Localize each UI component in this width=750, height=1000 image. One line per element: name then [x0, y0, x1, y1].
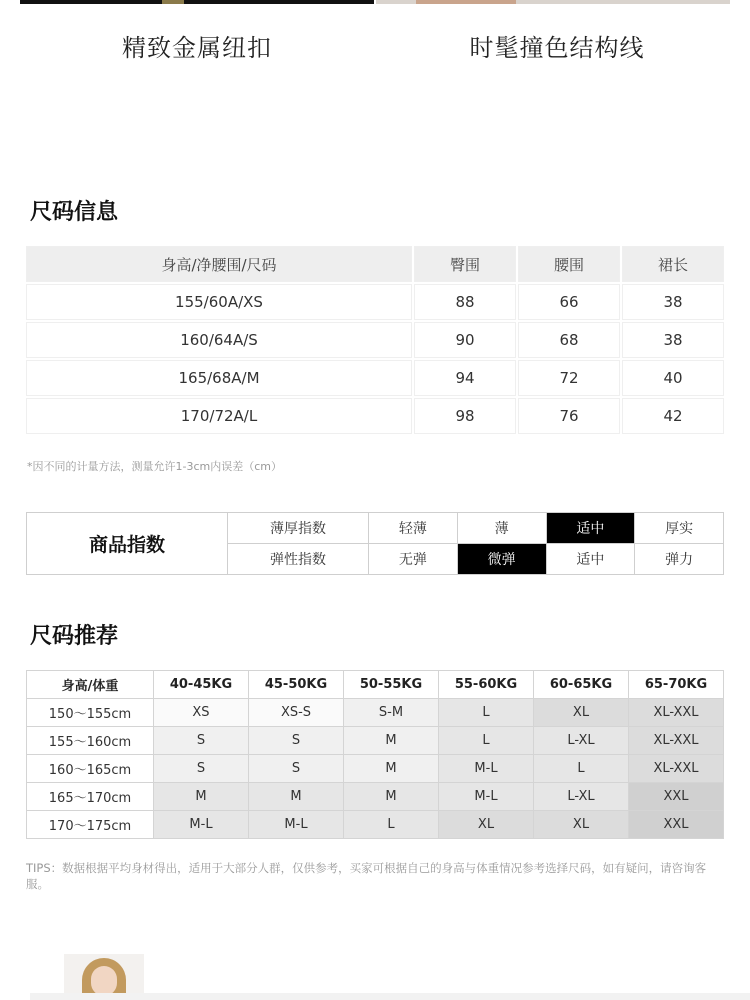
hip-cell: 88: [414, 284, 516, 320]
elasticity-option-selected: 微弹: [457, 544, 546, 575]
length-cell: 38: [622, 322, 724, 358]
thickness-option: 轻薄: [369, 513, 458, 544]
size-cell: M: [344, 783, 439, 811]
waist-cell: 76: [518, 398, 620, 434]
height-cell: 155～160cm: [27, 727, 154, 755]
table-row: [26, 360, 724, 396]
weight-header: 55-60KG: [439, 671, 534, 699]
elasticity-option: 无弹: [369, 544, 458, 575]
height-cell: 165～170cm: [27, 783, 154, 811]
weight-header: 60-65KG: [534, 671, 629, 699]
size-cell: M: [344, 727, 439, 755]
size-cell: L: [439, 699, 534, 727]
product-index-table: [26, 512, 724, 575]
size-info-header-row: [26, 246, 724, 282]
size-cell: M: [154, 783, 249, 811]
contrast-line-detail: [416, 0, 516, 4]
thickness-label: 薄厚指数: [228, 513, 369, 544]
product-photo-stitching: [376, 0, 730, 4]
size-recommend-table: [26, 670, 724, 839]
length-cell: 42: [622, 398, 724, 434]
waist-cell: 66: [518, 284, 620, 320]
size-cell: XXL: [629, 783, 724, 811]
size-cell: 170/72A/L: [26, 398, 412, 434]
size-info-header: 腰围: [518, 246, 620, 282]
model-face: [91, 966, 117, 996]
size-cell: XL: [534, 699, 629, 727]
table-row: [27, 727, 724, 755]
waist-cell: 72: [518, 360, 620, 396]
size-cell: XL-XXL: [629, 699, 724, 727]
thickness-option: 厚实: [635, 513, 724, 544]
thickness-row: [27, 513, 724, 544]
size-cell: 160/64A/S: [26, 322, 412, 358]
elasticity-option: 适中: [546, 544, 635, 575]
size-cell: XS-S: [249, 699, 344, 727]
size-cell: 155/60A/XS: [26, 284, 412, 320]
size-cell: M-L: [154, 811, 249, 839]
size-cell: XXL: [629, 811, 724, 839]
size-cell: L-XL: [534, 783, 629, 811]
size-cell: M-L: [249, 811, 344, 839]
weight-header: 45-50KG: [249, 671, 344, 699]
measurement-note: *因不同的计量方法，测量允许1-3cm内误差（cm）: [27, 460, 282, 473]
table-row: [26, 284, 724, 320]
size-cell: S: [154, 755, 249, 783]
table-row: [27, 699, 724, 727]
size-cell: 165/68A/M: [26, 360, 412, 396]
size-info-header: 臀围: [414, 246, 516, 282]
size-cell: XS: [154, 699, 249, 727]
size-cell: M: [249, 783, 344, 811]
size-cell: M-L: [439, 755, 534, 783]
size-info-title: 尺码信息: [30, 200, 119, 225]
table-row: [26, 398, 724, 434]
size-cell: M: [344, 755, 439, 783]
height-cell: 170～175cm: [27, 811, 154, 839]
feature-caption-buttons: 精致金属纽扣: [122, 34, 272, 62]
thickness-option-selected: 适中: [546, 513, 635, 544]
length-cell: 38: [622, 284, 724, 320]
table-row: [26, 322, 724, 358]
size-cell: XL-XXL: [629, 755, 724, 783]
size-recommend-title: 尺码推荐: [30, 624, 119, 649]
product-index-title: 商品指数: [27, 513, 228, 575]
elasticity-label: 弹性指数: [228, 544, 369, 575]
table-row: [27, 755, 724, 783]
length-cell: 40: [622, 360, 724, 396]
size-cell: XL: [439, 811, 534, 839]
thickness-option: 薄: [457, 513, 546, 544]
size-cell: S: [154, 727, 249, 755]
metal-button-detail: [162, 0, 184, 4]
product-photo-buttons: [20, 0, 374, 4]
size-cell: M-L: [439, 783, 534, 811]
size-info-header: 裙长: [622, 246, 724, 282]
size-tips: TIPS：数据根据平均身材得出，适用于大部分人群，仅供参考，买家可根据自己的身高与体重情况参考选择尺码，如有疑问，请咨询客服。: [26, 861, 707, 891]
elasticity-option: 弹力: [635, 544, 724, 575]
footer-band: [30, 993, 750, 1000]
waist-cell: 68: [518, 322, 620, 358]
size-cell: S: [249, 755, 344, 783]
height-cell: 160～165cm: [27, 755, 154, 783]
hip-cell: 98: [414, 398, 516, 434]
size-info-table: [24, 244, 726, 436]
size-cell: S-M: [344, 699, 439, 727]
size-cell: L-XL: [534, 727, 629, 755]
size-cell: L: [344, 811, 439, 839]
size-cell: S: [249, 727, 344, 755]
size-cell: L: [534, 755, 629, 783]
feature-caption-stitching: 时髦撞色结构线: [469, 34, 645, 62]
weight-header: 50-55KG: [344, 671, 439, 699]
hip-cell: 94: [414, 360, 516, 396]
recommend-header-row: [27, 671, 724, 699]
recommend-corner-header: 身高/体重: [27, 671, 154, 699]
table-row: [27, 783, 724, 811]
size-info-header: 身高/净腰围/尺码: [26, 246, 412, 282]
height-cell: 150～155cm: [27, 699, 154, 727]
size-cell: XL: [534, 811, 629, 839]
hip-cell: 90: [414, 322, 516, 358]
size-cell: XL-XXL: [629, 727, 724, 755]
table-row: [27, 811, 724, 839]
weight-header: 40-45KG: [154, 671, 249, 699]
weight-header: 65-70KG: [629, 671, 724, 699]
size-cell: L: [439, 727, 534, 755]
